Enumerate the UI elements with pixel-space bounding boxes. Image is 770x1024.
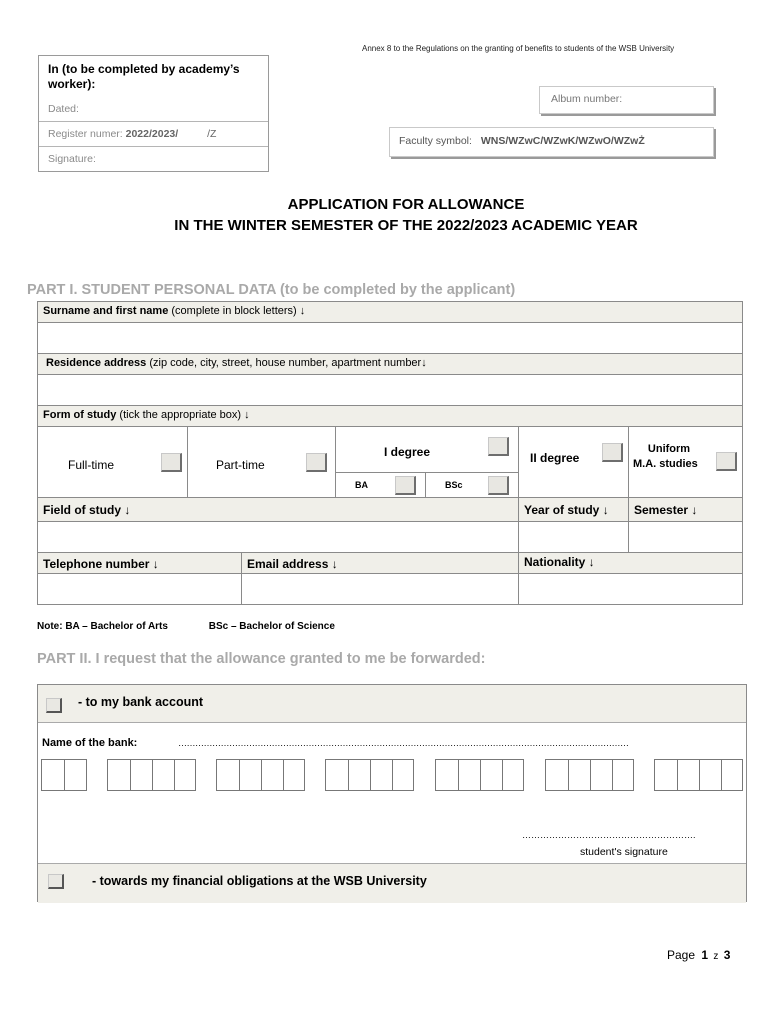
surname-label-bold: Surname and first name	[43, 305, 169, 317]
part-time-checkbox[interactable]	[306, 453, 327, 472]
page-z: z	[713, 951, 719, 962]
faculty-symbol-field[interactable]	[389, 127, 714, 157]
faculty-label: Faculty symbol:	[399, 135, 472, 147]
register-value: 2022/2023/	[125, 128, 179, 140]
ba-cell	[335, 472, 426, 498]
title-line-2: IN THE WINTER SEMESTER OF THE 2022/2023 ACADEMIC YEAR	[174, 217, 638, 234]
page-word: Page	[667, 948, 696, 962]
form-label-rest: (tick the appropriate box) ↓	[119, 409, 250, 421]
wsb-option-row	[38, 863, 746, 903]
uniform-ma-label	[633, 442, 698, 472]
form-label-bold: Form of study	[43, 409, 117, 421]
account-digits-group-6[interactable]	[545, 759, 634, 791]
account-digits-group-2[interactable]	[107, 759, 196, 791]
nationality-input[interactable]	[518, 573, 743, 605]
part-time-cell	[187, 426, 336, 498]
forwarding-box	[37, 684, 747, 902]
annex-note: Annex 8 to the Regulations on the granting of benefits to students of the WSB University	[362, 44, 675, 53]
bank-name-label: Name of the bank:	[42, 737, 138, 749]
i-degree-checkbox[interactable]	[488, 437, 509, 456]
ii-degree-cell	[518, 426, 629, 498]
ba-label: BA	[355, 480, 368, 490]
field-of-study-label	[37, 497, 519, 522]
academy-header: In (to be completed by academy’s worker):	[48, 62, 240, 91]
page-number	[667, 948, 730, 962]
album-number-field[interactable]: Album number:	[539, 86, 714, 114]
bsc-label: BSc	[445, 480, 463, 490]
telephone-text: Telephone number ↓	[43, 557, 159, 571]
uniform-ma-checkbox[interactable]	[716, 452, 737, 471]
uniform-ma-cell	[628, 426, 743, 498]
residence-label	[37, 353, 743, 375]
email-text: Email address ↓	[247, 557, 338, 571]
register-suffix: /Z	[207, 128, 217, 140]
year-of-study-label	[518, 497, 629, 522]
form-of-study-label	[37, 405, 743, 427]
telephone-label	[37, 552, 242, 574]
note-bsc: BSc – Bachelor of Science	[208, 621, 335, 632]
residence-input[interactable]	[37, 374, 743, 406]
bank-option-row	[38, 685, 746, 723]
semester-label	[628, 497, 743, 522]
bank-account-checkbox[interactable]	[46, 698, 62, 713]
part-time-label: Part-time	[216, 458, 265, 472]
surname-label-rest: (complete in block letters) ↓	[171, 305, 306, 317]
bsc-cell	[425, 472, 519, 498]
nationality-text: Nationality ↓	[524, 555, 595, 569]
ii-degree-label: II degree	[530, 451, 580, 465]
residence-label-rest: (zip code, city, street, house number, apartment number↓	[149, 357, 427, 369]
full-time-cell	[37, 426, 188, 498]
signature-line[interactable]: ………………………………………………….	[522, 830, 696, 840]
note-ba: Note: BA – Bachelor of Arts	[37, 621, 168, 632]
uniform-line-1: Uniform	[647, 443, 691, 455]
full-time-label: Full-time	[68, 458, 115, 472]
nationality-label	[518, 552, 743, 574]
i-degree-label: I degree	[384, 445, 431, 459]
note	[37, 621, 335, 632]
dated-field[interactable]: Dated:	[39, 97, 268, 122]
uniform-line-2: M.A. studies	[633, 458, 698, 470]
part2-header: PART II. I request that the allowance granted to me be forwarded:	[37, 651, 486, 667]
academy-box	[38, 55, 269, 172]
ba-checkbox[interactable]	[395, 476, 416, 495]
email-label	[241, 552, 519, 574]
field-of-study-text: Field of study ↓	[43, 503, 131, 517]
semester-input[interactable]	[628, 521, 743, 553]
year-of-study-text: Year of study ↓	[524, 503, 609, 517]
faculty-value: WNS/WZwC/WZwK/WZwO/WZwŻ	[480, 135, 645, 147]
i-degree-cell	[335, 426, 519, 473]
wsb-obligations-checkbox[interactable]	[48, 874, 64, 889]
page-total: 3	[723, 948, 731, 962]
telephone-input[interactable]	[37, 573, 242, 605]
full-time-checkbox[interactable]	[161, 453, 182, 472]
title-line-1: APPLICATION FOR ALLOWANCE	[287, 196, 525, 213]
register-label: Register numer:	[48, 128, 123, 140]
ii-degree-checkbox[interactable]	[602, 443, 623, 462]
page-title	[0, 194, 770, 236]
register-number-field[interactable]	[39, 122, 268, 147]
account-digits-group-1[interactable]	[41, 759, 87, 791]
bank-name-input[interactable]: ……………………………………………………………………………………………………………………………………………	[178, 738, 629, 748]
account-digits-group-3[interactable]	[216, 759, 305, 791]
residence-label-bold: Residence address	[46, 357, 147, 369]
surname-input[interactable]	[37, 322, 743, 354]
account-digits-group-7[interactable]	[654, 759, 743, 791]
bsc-checkbox[interactable]	[488, 476, 509, 495]
semester-text: Semester ↓	[634, 503, 698, 517]
signature-label: student's signature	[580, 846, 668, 858]
signature-field[interactable]: Signature:	[48, 153, 96, 165]
account-digits-group-4[interactable]	[325, 759, 414, 791]
account-digits-group-5[interactable]	[435, 759, 524, 791]
field-of-study-input[interactable]	[37, 521, 519, 553]
year-of-study-input[interactable]	[518, 521, 629, 553]
wsb-option-label: - towards my financial obligations at the WSB University	[92, 874, 427, 888]
bank-option-label: - to my bank account	[78, 695, 204, 709]
page-current: 1	[701, 948, 709, 962]
surname-label	[37, 301, 743, 323]
email-input[interactable]	[241, 573, 519, 605]
part1-header: PART I. STUDENT PERSONAL DATA (to be completed by the applicant)	[27, 282, 516, 298]
